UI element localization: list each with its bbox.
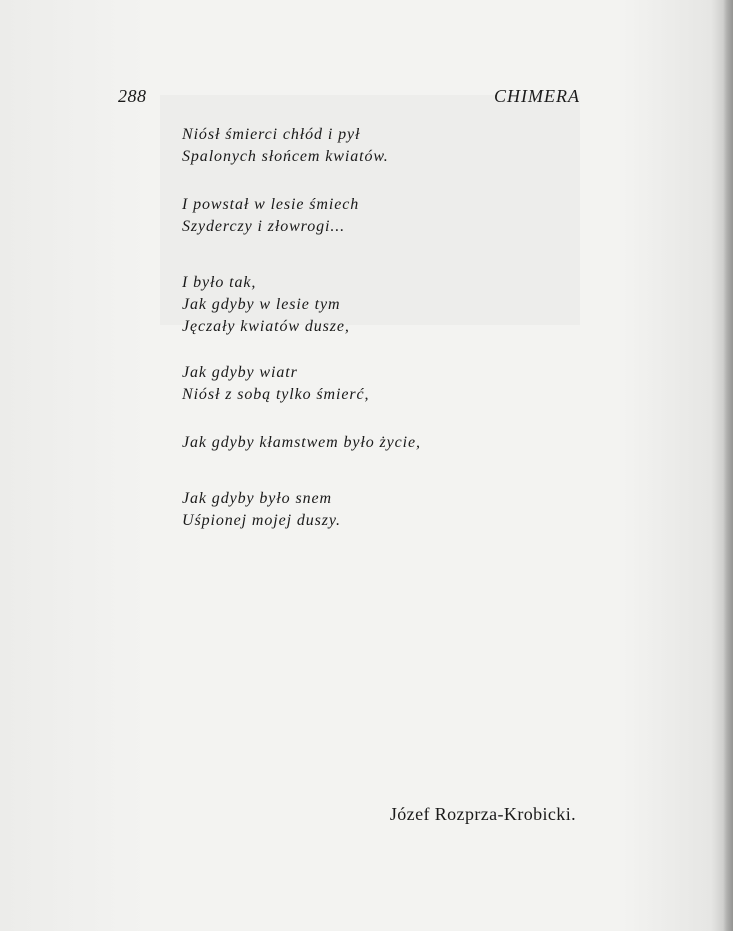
page-edge-shadow — [723, 0, 733, 931]
poem-line: Niósł z sobą tylko śmierć, — [182, 386, 370, 403]
author-signature: Józef Rozprza-Krobicki. — [389, 804, 576, 824]
stanza — [182, 272, 350, 338]
stanza — [182, 432, 421, 454]
poem-line: Niósł śmierci chłód i pył — [182, 126, 361, 143]
poem-line: I powstał w lesie śmiech — [182, 196, 360, 213]
poem-line: Spalonych słońcem kwiatów. — [182, 148, 389, 165]
stanza — [182, 488, 341, 532]
poem-line: I było tak, — [182, 274, 257, 291]
poem-line: Jęczały kwiatów dusze, — [182, 318, 350, 335]
stanza — [182, 124, 389, 168]
poem-line: Jak gdyby w lesie tym — [182, 296, 341, 313]
stanza — [182, 362, 369, 406]
poem-line: Jak gdyby wiatr — [182, 364, 298, 381]
poem-line: Jak gdyby kłamstwem było życie, — [182, 434, 421, 451]
poem-line: Szyderczy i złowrogi... — [182, 218, 346, 235]
poem-line: Uśpionej mojej duszy. — [182, 512, 341, 529]
poem-line: Jak gdyby było snem — [182, 490, 332, 507]
stanza — [182, 194, 359, 238]
running-title: CHIMERA — [494, 86, 580, 106]
page-number: 288 — [118, 86, 147, 106]
